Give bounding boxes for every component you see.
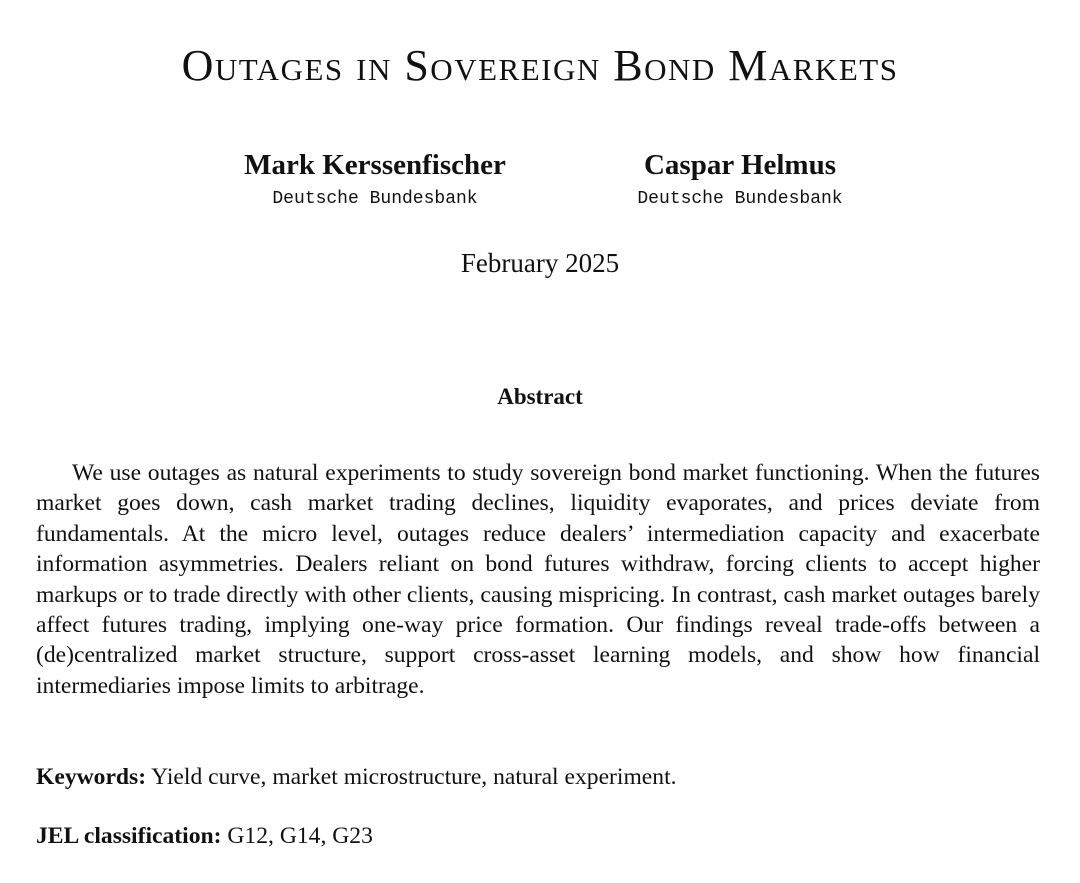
author-name: Caspar Helmus xyxy=(643,149,836,181)
author-block-2 xyxy=(595,146,885,214)
author-affiliation: Deutsche Bundesbank xyxy=(272,189,478,209)
paper-title: Outages in Sovereign Bond Markets xyxy=(181,41,899,90)
author-affiliation: Deutsche Bundesbank xyxy=(637,189,843,209)
author-name: Mark Kerssenfischer xyxy=(244,149,506,181)
paper-date: February 2025 xyxy=(460,248,620,278)
jel-value: G12, G14, G23 xyxy=(227,823,373,849)
jel-classification-line xyxy=(36,821,1040,851)
abstract-text: We use outages as natural experiments to study sovereign bond market functioning. When the futures market goes down, cash market trading declines, liquidity evaporates, and prices deviate from fundamentals. At the micro level, outages reduce dealers’ intermediation capacity and exacerbate information asymmetries. Dealers reliant on bond futures withdraw, forcing clients to accept higher markups or to trade directly with other clients, causing mispricing. In contrast, cash market outages barely affect futures trading, implying one-way price formation. Our findings reveal trade-offs between a (de)centralized market structure, support cross-asset learning models, and show how financial intermediaries impose limits to arbitrage. xyxy=(36,460,1040,699)
jel-label: JEL classification: xyxy=(36,823,222,849)
keywords-line xyxy=(36,762,1040,792)
keywords-label: Keywords: xyxy=(36,764,147,790)
author-block-1 xyxy=(200,146,550,214)
keywords-value: Yield curve, market microstructure, natural experiment. xyxy=(151,764,677,790)
abstract-heading: Abstract xyxy=(497,384,583,409)
